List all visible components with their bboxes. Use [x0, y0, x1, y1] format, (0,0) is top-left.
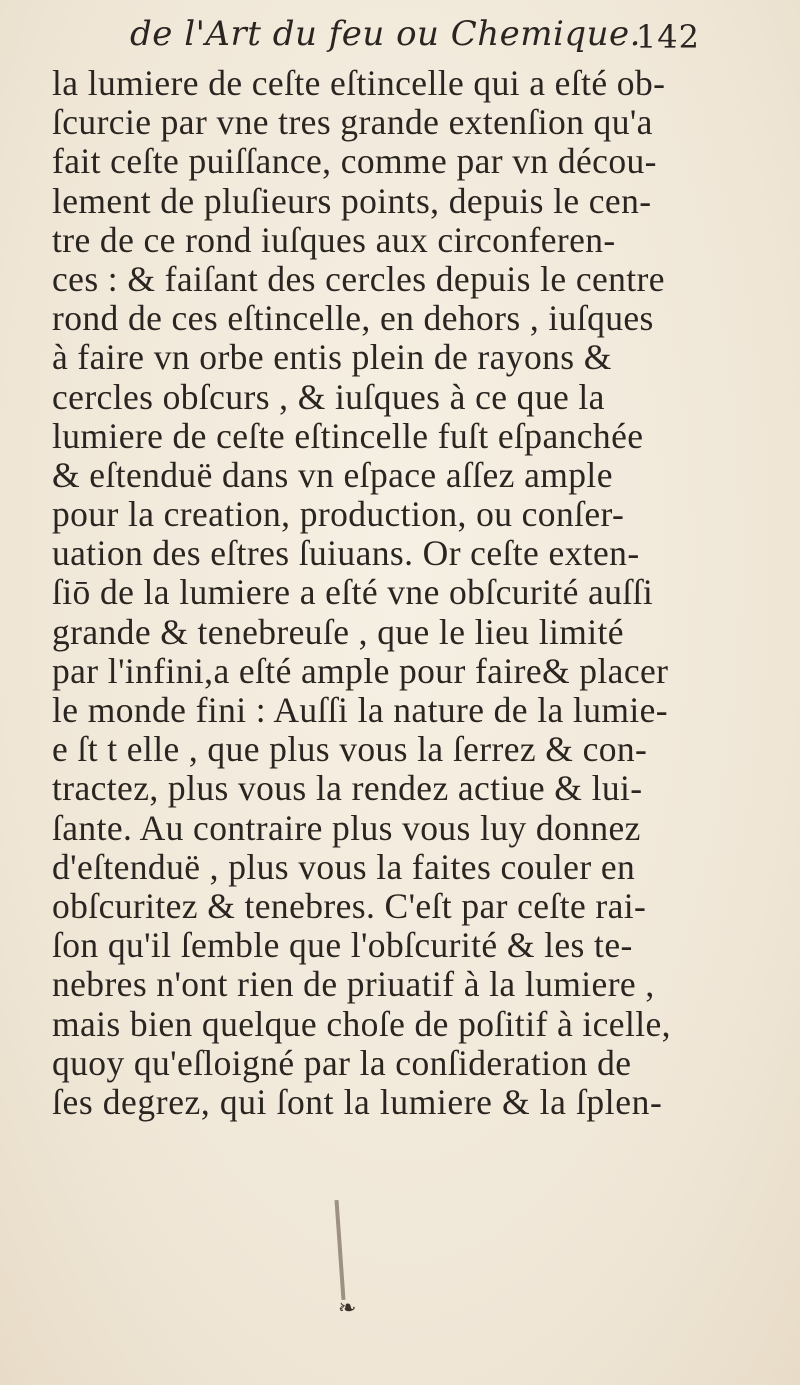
text-line: tre de ce rond iuſques aux circonferen- [52, 219, 616, 260]
ink-mark-icon: ❧ [338, 1296, 357, 1321]
text-line: ſon qu'il ſemble que l'obſcurité & les te- [52, 925, 633, 966]
text-line: ſes degrez, qui ſont la lumiere & la ſplen- [52, 1081, 663, 1122]
text-line: par l'infini,a eſté ample pour faire& placer [52, 650, 669, 691]
text-line: ſiō de la lumiere a eſté vne obſcurité auſſi [52, 572, 654, 613]
text-line: la lumiere de ceſte eſtincelle qui a eſté ob- [52, 63, 666, 103]
text-line: grande & tenebreuſe , que le lieu limité [52, 611, 624, 652]
text-line: mais bien quelque choſe de poſitif à icelle, [52, 1003, 671, 1044]
running-title: de l'Art du feu ou Chemique. [130, 14, 641, 54]
text-line: ſante. Au contraire plus vous luy donnez [52, 807, 641, 848]
text-line: à faire vn orbe entis plein de rayons & [52, 337, 612, 378]
text-line: ſcurcie par vne tres grande extenſion qu'a [52, 102, 653, 143]
text-line: e ſt t elle , que plus vous la ſerrez & con- [52, 729, 648, 770]
text-line: & eſtenduë dans vn eſpace aſſez ample [52, 454, 613, 495]
text-line: lement de pluſieurs points, depuis le cen- [52, 180, 652, 221]
page-header [130, 14, 700, 60]
text-line: quoy qu'eſloigné par la conſideration de [52, 1042, 632, 1083]
text-line: pour la creation, production, ou conſer- [52, 494, 625, 535]
text-line: uation des eſtres ſuiuans. Or ceſte exten- [52, 533, 640, 574]
text-line: le monde fini : Auſſi la nature de la lumie- [52, 690, 669, 730]
text-line: tractez, plus vous la rendez actiue & lui- [52, 768, 643, 809]
text-line: obſcuritez & tenebres. C'eſt par ceſte rai- [52, 885, 647, 926]
page-number: 142 [635, 18, 700, 56]
text-line: cercles obſcurs , & iuſques à ce que la [52, 376, 605, 417]
text-line: d'eſtenduë , plus vous la faites couler en [52, 846, 636, 887]
body-text [52, 64, 692, 1122]
text-line: lumiere de ceſte eſtincelle fuſt eſpanchée [52, 415, 644, 456]
text-line: ces : & faiſant des cercles depuis le centre [52, 258, 665, 299]
text-line: fait ceſte puiſſance, comme par vn décou- [52, 141, 657, 182]
ink-stroke [335, 1200, 346, 1300]
text-line: rond de ces eſtincelle, en dehors , iuſques [52, 298, 654, 339]
text-line: nebres n'ont rien de priuatif à la lumiere , [52, 964, 655, 1005]
